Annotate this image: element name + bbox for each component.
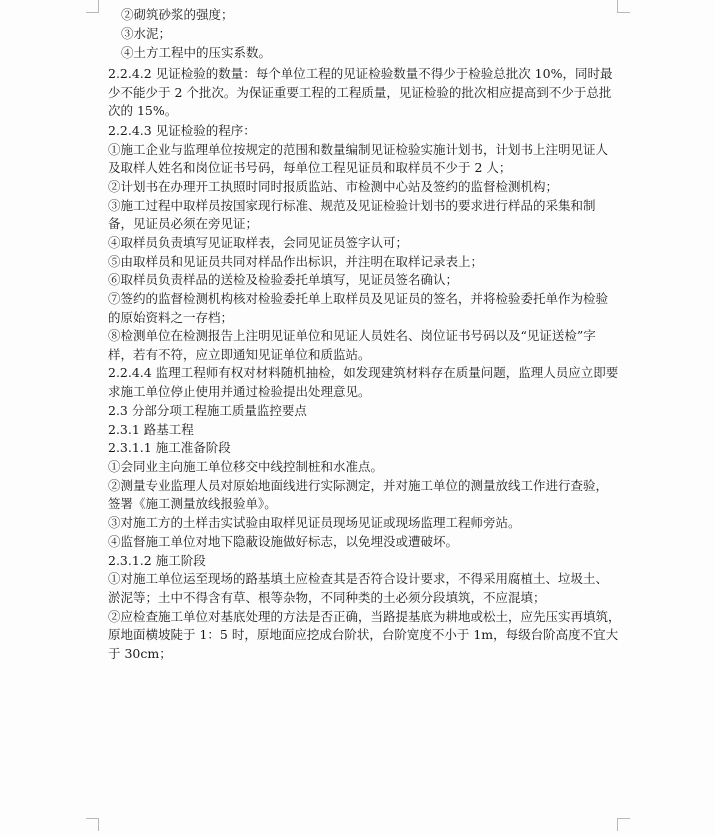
paragraph-line: 的原始资料之一存档； [108, 310, 234, 325]
list-item: ③水泥； [121, 26, 172, 41]
paragraph-line: ⑥取样员负责样品的送检及检验委托单填写，见证员签名确认； [108, 272, 459, 287]
list-item: ②砌筑砂浆的强度； [121, 7, 234, 22]
paragraph-line: ④取样员负责填写见证取样表，会同见证员签字认可； [108, 235, 409, 250]
section-heading: 2.3.1.1 施工准备阶段 [108, 440, 231, 455]
section-heading: 2.3 分部分项工程施工质量监控要点 [108, 403, 307, 418]
page-corner-mark-bottom-left [86, 818, 99, 831]
paragraph-line: 签署《施工测量放线报验单》。 [108, 496, 277, 511]
paragraph-line: ①会同业主向施工单位移交中线控制桩和水准点。 [108, 459, 384, 474]
paragraph-line: 淤泥等；土中不得含有草、根等杂物，不同种类的土必须分段填筑，不应混填； [108, 590, 546, 605]
paragraph-line: 原地面横坡陡于 1：5 时，原地面应挖成台阶状，台阶宽度不小于 1m，每级台阶高度不宜大 [108, 627, 619, 642]
paragraph-line: ①对施工单位运至现场的路基填土应检查其是否符合设计要求，不得采用腐植土、垃圾土、 [108, 571, 609, 586]
paragraph-line: 及取样人姓名和岗位证书号码，每单位工程见证员和取样员不少于 2 人； [108, 160, 512, 175]
paragraph-line: 少不能少于 2 个批次。为保证重要工程的工程质量，见证检验的批次相应提高到不少于总批 [108, 85, 612, 100]
list-item: ④土方工程中的压实系数。 [121, 45, 272, 60]
paragraph-line: ①施工企业与监理单位按规定的范围和数量编制见证检验实施计划书，计划书上注明见证人 [108, 142, 609, 157]
section-heading: 2.3.1 路基工程 [108, 422, 194, 437]
paragraph-line: ④监督施工单位对地下隐蔽设施做好标志，以免埋没或遭破坏。 [108, 534, 459, 549]
paragraph-line: ③施工过程中取样员按国家现行标准、规范及见证检验计划书的要求进行样品的采集和制 [108, 198, 596, 213]
paragraph-line: ③对施工方的土样击实试验由取样见证员现场见证或现场监理工程师旁站。 [108, 515, 521, 530]
page-corner-mark-top-right [617, 0, 630, 13]
paragraph-line: 备，见证员必须在旁见证； [108, 216, 259, 231]
paragraph-line: ⑤由取样员和见证员共同对样品作出标识，并注明在取样记录表上； [108, 254, 484, 269]
paragraph-line: ②测量专业监理人员对原始地面线进行实际测定，并对施工单位的测量放线工作进行查验， [108, 478, 609, 493]
paragraph-line: ⑦签约的监督检测机构核对检验委托单上取样员及见证员的签名，并将检验委托单作为检验 [108, 291, 609, 306]
paragraph-line: ②应检查施工单位对基底处理的方法是否正确，当路提基底为耕地或松土，应先压实再填筑， [108, 609, 621, 624]
page-corner-mark-top-left [86, 0, 99, 13]
page-corner-mark-bottom-right [617, 818, 630, 831]
paragraph-line: 样，若有不符，应立即通知见证单位和质监站。 [108, 347, 371, 362]
paragraph-line: 2.2.4.4 监理工程师有权对材料随机抽检，如发现建筑材料存在质量问题，监理人员应立即要 [108, 365, 619, 380]
paragraph-line: 求施工单位停止使用并通过检验提出处理意见。 [108, 384, 371, 399]
paragraph-line: ②计划书在办理开工执照时同时报质监站、市检测中心站及签约的监督检测机构； [108, 179, 559, 194]
paragraph-line: 2.2.4.2 见证检验的数量：每个单位工程的见证检验数量不得少于检验总批次 10%，同时最 [108, 66, 613, 81]
section-heading: 2.3.1.2 施工阶段 [108, 553, 206, 568]
paragraph-line: ⑧检测单位在检测报告上注明见证单位和见证人员姓名、岗位证书号码以及“见证送检”字 [108, 328, 596, 343]
section-heading: 2.2.4.3 见证检验的程序： [108, 123, 256, 138]
paragraph-line: 次的 15%。 [108, 103, 178, 118]
paragraph-line: 于 30cm； [108, 646, 172, 661]
